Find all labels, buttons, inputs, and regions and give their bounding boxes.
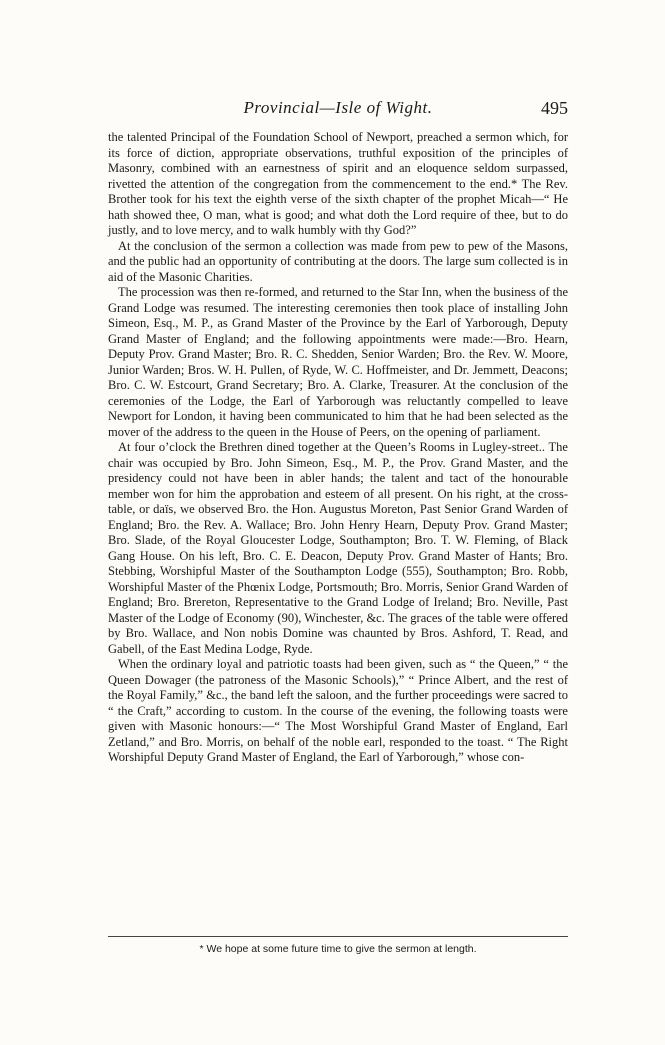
footnote-divider	[108, 936, 568, 937]
paragraph-4: At four o’clock the Brethren dined together at the Queen’s Rooms in Lugley-street.. The chair was occupied by Bro. John Simeon, Esq., M. P., the Prov. Grand Master, and the presidency could not have been in abler hands; the talent and tact of the honourable member won for him the approbation and esteem of all present. On his right, at the cross-table, or daïs, we observed Bro. the Hon. Augustus Moreton, Past Senior Grand Warden of England; Bro. the Rev. A. Wallace; Bro. John Henry Hearn, Deputy Prov. Grand Master; Bro. Slade, of the Royal Gloucester Lodge, Southampton; Bro. T. W. Fleming, of Black Gang House. On his left, Bro. C. E. Deacon, Deputy Prov. Grand Master of Hants; Bro. Stebbing, Worshipful Master of the Southampton Lodge (555), Southampton; Bro. Robb, Worshipful Master of the Phœnix Lodge, Portsmouth; Bro. Morris, Senior Grand Warden of England; Bro. Brereton, Representative to the Grand Lodge of Ireland; Bro. Neville, Past Master of the Lodge of Economy (90), Winchester, &c. The graces of the table were offered by Bro. Wallace, and Non nobis Domine was chaunted by Bros. Ashford, T. Read, and Gabell, of the East Medina Lodge, Ryde.	[108, 440, 568, 656]
page-header	[108, 98, 568, 122]
paragraph-2: At the conclusion of the sermon a collection was made from pew to pew of the Masons, and the public had an opportunity of contributing at the doors. The large sum collected is in aid of the Masonic Charities.	[108, 238, 568, 284]
paragraph-3: The procession was then re-formed, and returned to the Star Inn, when the business of the Grand Lodge was resumed. The interesting ceremonies then took place of installing John Simeon, Esq., M. P., as Grand Master of the Province by the Earl of Yarborough, Deputy Grand Master of England; and the following appointments were made:—Bro. Hearn, Deputy Prov. Grand Master; Bro. R. C. Shedden, Senior Warden; Bro. the Rev. W. Moore, Junior Warden; Bros. W. H. Pullen, of Ryde, W. C. Hoffmeister, and Dr. Jemmett, Deacons; Bro. C. W. Estcourt, Grand Secretary; Bro. A. Clarke, Treasurer. At the conclusion of the ceremonies of the Lodge, the Earl of Yarborough was reluctantly compelled to leave Newport for London, it having been communicated to him that he had been selected as the mover of the address to the queen in the House of Peers, on the opening of parliament.	[108, 285, 568, 439]
paragraph-1: the talented Principal of the Foundation School of Newport, preached a sermon which, for its force of diction, appropriate observations, truthful exposition of the principles of Masonry, combined with an earnestness of spirit and an eloquence seldom surpassed, rivetted the attention of the congregation from the commencement to the end.* The Rev. Brother took for his text the eighth verse of the sixth chapter of the prophet Micah—“ He hath showed thee, O man, what is good; and what doth the Lord require of thee, but to do justly, and to love mercy, and to walk humbly with thy God?”	[108, 130, 568, 237]
page-number: 495	[541, 98, 568, 118]
body-text	[108, 130, 568, 766]
footnote: * We hope at some future time to give the sermon at length.	[199, 943, 477, 955]
paragraph-5: When the ordinary loyal and patriotic toasts had been given, such as “ the Queen,” “ the Queen Dowager (the patroness of the Masonic Schools),” “ Prince Albert, and the rest of the Royal Family,” &c., the band left the saloon, and the further proceedings were sacred to “ the Craft,” according to custom. In the course of the evening, the following toasts were given with Masonic honours:—“ The Most Worshipful Grand Master of England, Earl Zetland,” and Bro. Morris, on behalf of the noble earl, responded to the toast. “ The Right Worshipful Deputy Grand Master of England, the Earl of Yarborough,” whose con-	[108, 657, 568, 764]
running-title: Provincial—Isle of Wight.	[243, 98, 433, 117]
